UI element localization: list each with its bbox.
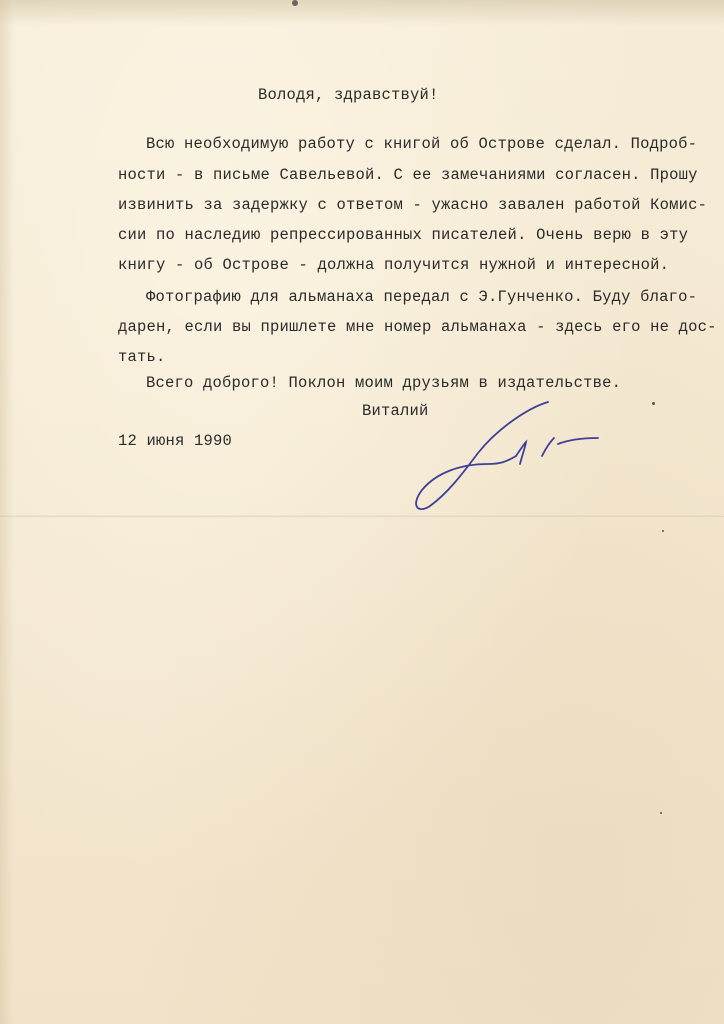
paragraph2-line-1: Фотографию для альманаха передал с Э.Гунченко. Буду благо- (146, 288, 698, 306)
paragraph1-line-4: сии по наследию репрессированных писателей. Очень верю в эту (118, 226, 689, 244)
paper-left-shadow (0, 0, 14, 1024)
letter-greeting: Володя, здравствуй! (258, 86, 439, 104)
paragraph2-line-3: тать. (118, 348, 166, 366)
paper-top-shadow (0, 0, 724, 26)
paragraph1-line-3: извинить за задержку с ответом - ужасно завален работой Комис- (118, 196, 708, 214)
paragraph1-line-1: Всю необходимую работу с книгой об Острове сделал. Подроб- (146, 135, 698, 153)
signature-name: Виталий (362, 402, 429, 420)
handwritten-signature (408, 398, 608, 514)
punch-hole-mark (292, 0, 298, 6)
paper-speck (652, 402, 655, 405)
paper-fold-line (0, 515, 724, 518)
paragraph1-line-5: книгу - об Острове - должна получится нужной и интересной. (118, 256, 670, 274)
letter-date: 12 июня 1990 (118, 432, 233, 450)
paragraph2-line-2: дарен, если вы пришлете мне номер альманаха - здесь его не дос- (118, 318, 717, 336)
paper-speck (662, 530, 664, 532)
paragraph1-line-2: ности - в письме Савельевой. С ее замечаниями согласен. Прошу (118, 166, 698, 184)
closing-line: Всего доброго! Поклон моим друзьям в издательстве. (146, 374, 622, 392)
paper-speck (660, 812, 662, 814)
